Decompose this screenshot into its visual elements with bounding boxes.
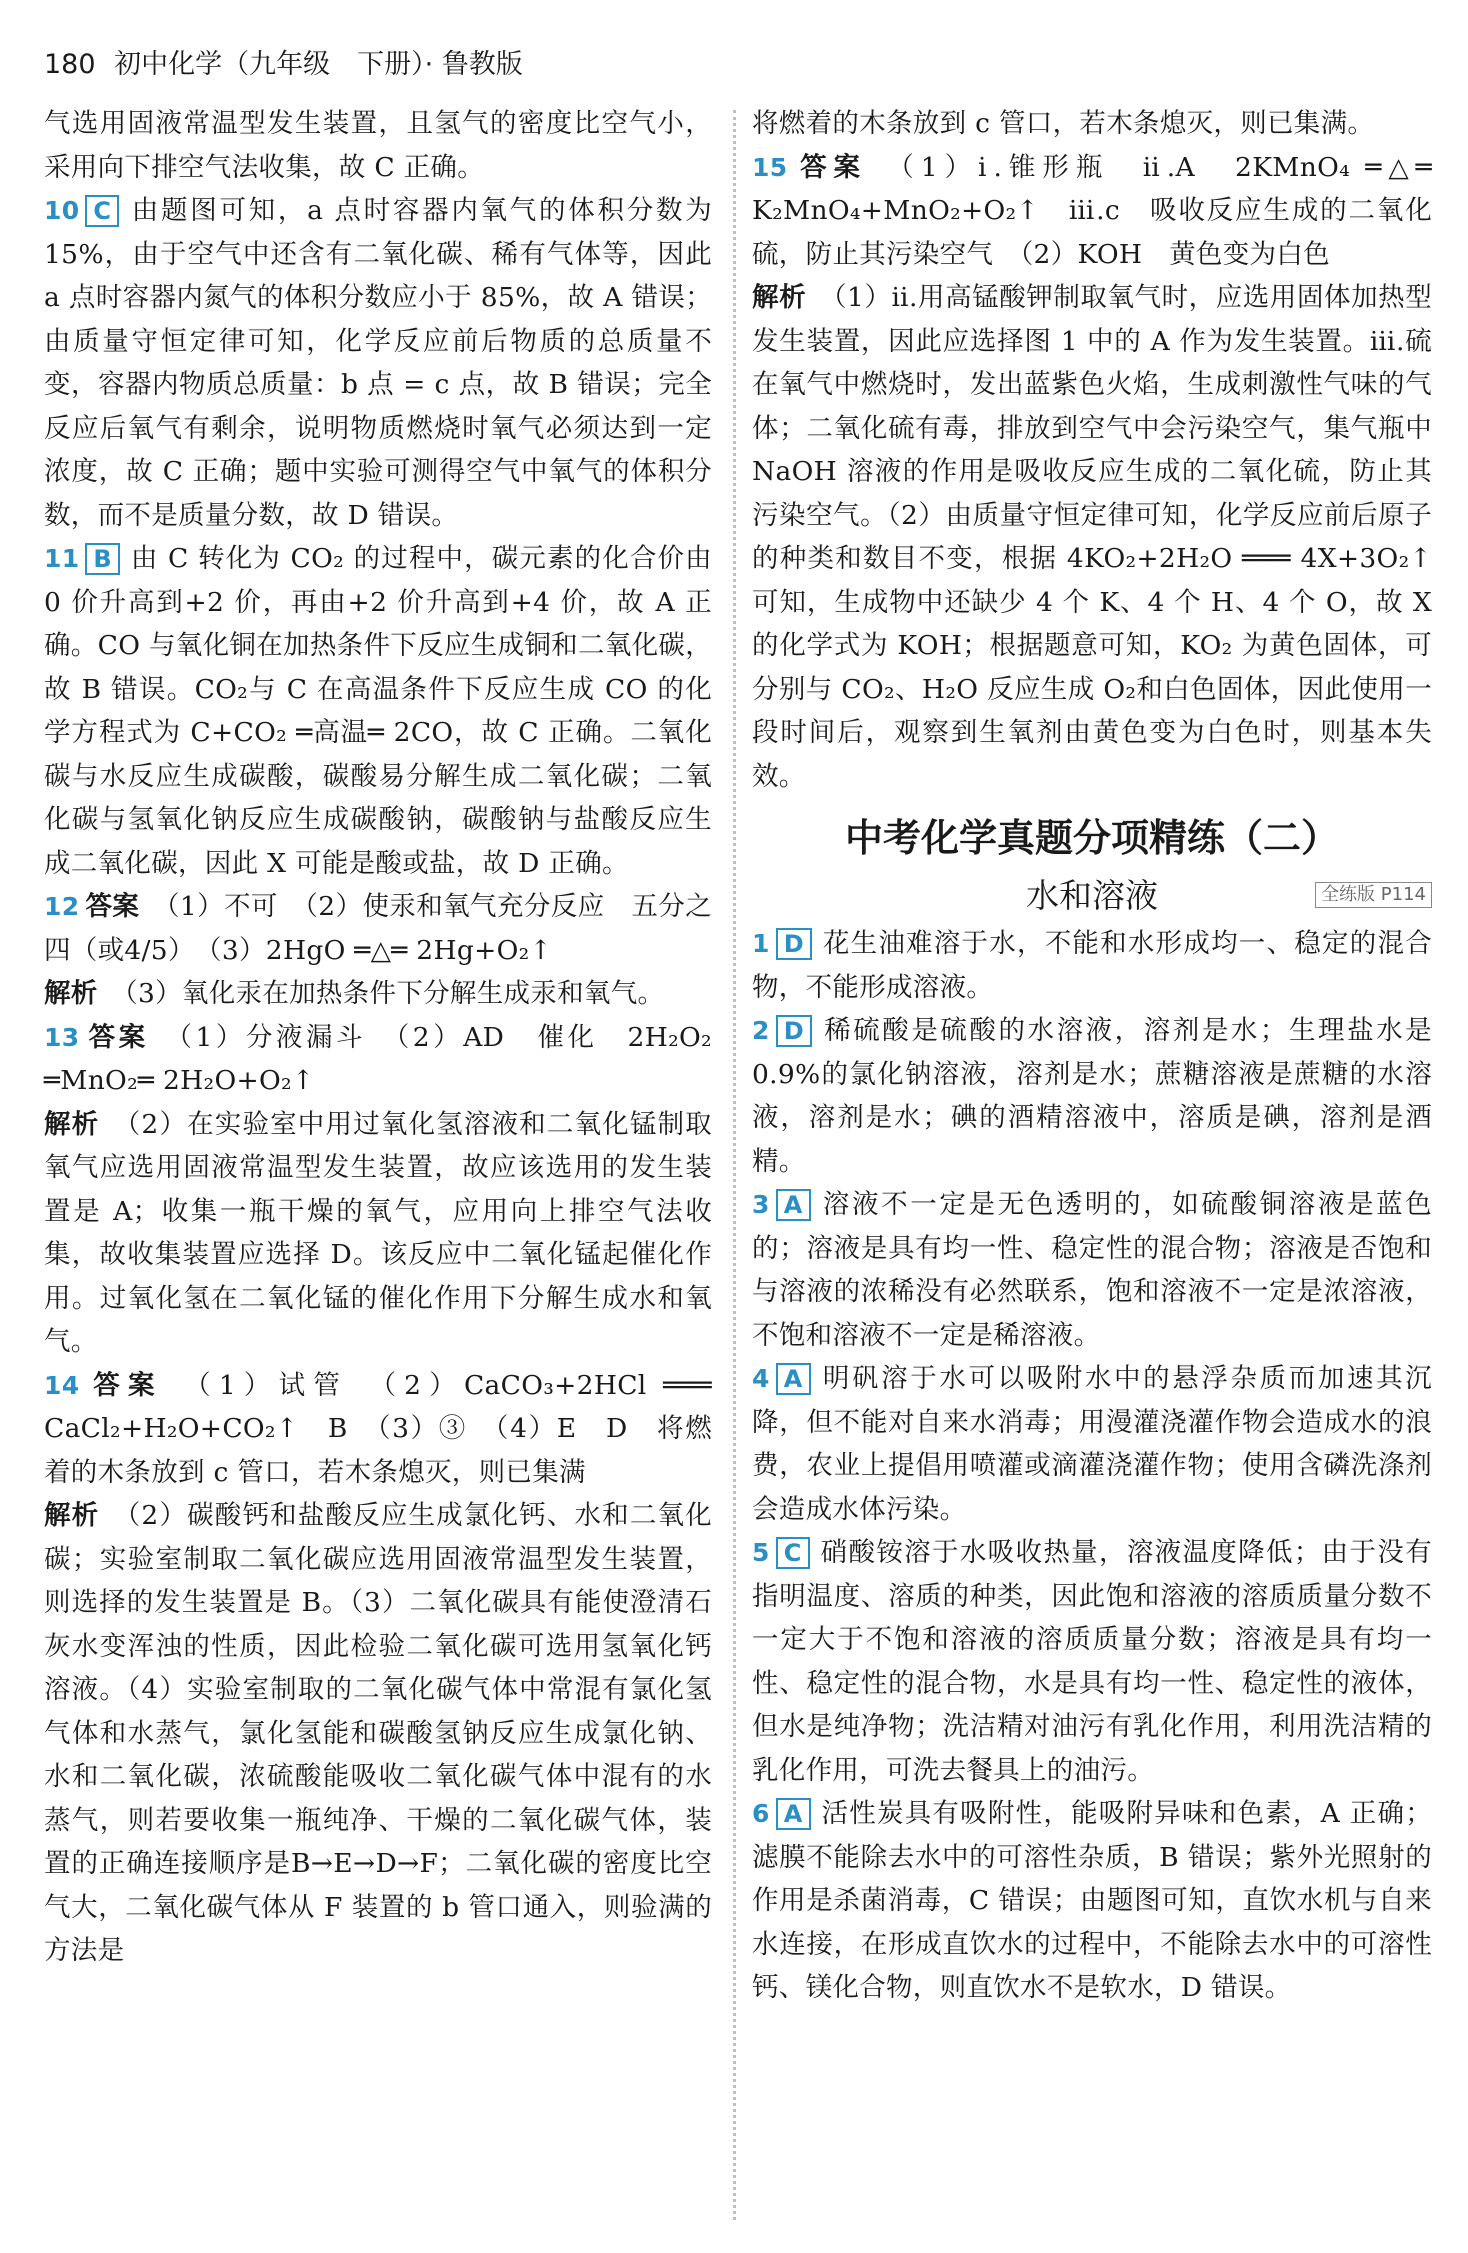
book-title: 初中化学（九年级 下册）· 鲁教版 bbox=[114, 49, 523, 80]
explanation-text: （2）在实验室中用过氧化氢溶液和二氧化锰制取氧气应选用固液常温型发生装置，故应该选用的发生装置是 A；收集一瓶干燥的氧气，应用向上排空气法收集，故收集装置应选择 D。该反应中二氧化锰起催化作用。过氧化氢在二氧化锰的催化作用下分解生成水和氧气。 bbox=[44, 1108, 712, 1357]
explanation: 由题图可知，a 点时容器内氧气的体积分数为 15%，由于空气中还含有二氧化碳、稀有气体等，因此 a 点时容器内氮气的体积分数应小于 85%，故 A 错误；由质量守恒定律可知，化学反应前后物质的总质量不变，容器内物质总质量：b 点 = c 点，故 B 错误；完全反应后氧气有剩余，说明物质燃烧时氧气必须达到一定浓度，故 C 正确；题中实验可测得空气中氧气的体积分数，而不是质量分数，故 D 错误。 bbox=[44, 195, 712, 531]
question-number: 4 bbox=[752, 1364, 770, 1393]
explanation: 花生油难溶于水，不能和水形成均一、稳定的混合物，不能形成溶液。 bbox=[752, 928, 1432, 1003]
question-12-answer bbox=[44, 885, 712, 972]
answer-text: （1）ⅰ.锥形瓶 ⅱ.A 2KMnO₄ ═△═ K₂MnO₄+MnO₂+O₂↑ ⅲ.c 吸收反应生成的二氧化硫，防止其污染空气 （2）KOH 黄色变为白色 bbox=[752, 151, 1432, 270]
answer-badge: D bbox=[776, 928, 812, 960]
list-item bbox=[752, 1357, 1432, 1531]
continued-text: 气选用固液常温型发生装置，且氢气的密度比空气小，采用向下排空气法收集，故 C 正确。 bbox=[44, 108, 712, 183]
left-column bbox=[44, 102, 712, 1973]
answer-badge: D bbox=[776, 1015, 812, 1047]
question-number: 13 bbox=[44, 1022, 80, 1052]
answer-badge: A bbox=[776, 1363, 811, 1395]
explanation-text: （3）氧化汞在加热条件下分解生成汞和氧气。 bbox=[124, 978, 665, 1009]
answer-text: （1）不可 （2）使汞和氧气充分反应 五分之四（或4/5） （3）2HgO ═△═ 2Hg+O₂↑ bbox=[44, 891, 712, 966]
explanation-label: 解析 bbox=[44, 1500, 100, 1531]
explanation-label: 解析 bbox=[44, 1108, 100, 1140]
question-14-explanation bbox=[44, 1494, 712, 1973]
answer-text: （1）分液漏斗 （2）AD 催化 2H₂O₂ ═MnO₂═ 2H₂O+O₂↑ bbox=[44, 1021, 712, 1096]
question-number: 3 bbox=[752, 1190, 770, 1219]
continued-text: 将燃着的木条放到 c 管口，若木条熄灭，则已集满。 bbox=[752, 108, 1375, 139]
question-13-answer bbox=[44, 1016, 712, 1103]
explanation: 稀硫酸是硫酸的水溶液，溶剂是水；生理盐水是 0.9%的氯化钠溶液，溶剂是水；蔗糖溶液是蔗糖的水溶液，溶剂是水；碘的酒精溶液中，溶质是碘，溶剂是酒精。 bbox=[752, 1015, 1432, 1177]
page-number: 180 bbox=[44, 49, 96, 80]
answer-list bbox=[752, 922, 1432, 2010]
question-10 bbox=[44, 189, 712, 537]
answer-label: 答案 bbox=[85, 891, 140, 922]
question-12-explanation bbox=[44, 972, 712, 1016]
explanation-label: 解析 bbox=[44, 978, 98, 1009]
explanation: 明矾溶于水可以吸附水中的悬浮杂质而加速其沉降，但不能对自来水消毒；用漫灌浇灌作物会造成水的浪费，农业上提倡用喷灌或滴灌浇灌作物；使用含磷洗涤剂会造成水体污染。 bbox=[752, 1363, 1432, 1525]
question-number: 12 bbox=[44, 892, 80, 921]
list-item bbox=[752, 1009, 1432, 1183]
subsection-title: 水和溶液 bbox=[1026, 876, 1158, 915]
answer-badge: A bbox=[776, 1798, 811, 1830]
explanation-text: （2）碳酸钙和盐酸反应生成氯化钙、水和二氧化碳；实验室制取二氧化碳应选用固液常温型发生装置，则选择的发生装置是 B。（3）二氧化碳具有能使澄清石灰水变浑浊的性质，因此检验二氧化碳可选用氢氧化钙溶液。（4）实验室制取的二氧化碳气体中常混有氯化氢气体和水蒸气，氯化氢能和碳酸氢钠反应生成氯化钠、水和二氧化碳，浓硫酸能吸收二氧化碳气体中混有的水蒸气，则若要收集一瓶纯净、干燥的二氧化碳气体，装置的正确连接顺序是B→E→D→F；二氧化碳的密度比空气大，二氧化碳气体从 F 装置的 b 管口通入，则验满的方法是 bbox=[44, 1500, 712, 1966]
answer-badge: C bbox=[85, 195, 119, 227]
list-item bbox=[752, 1183, 1432, 1357]
reference-tag: 全练版 P114 bbox=[1315, 882, 1432, 908]
section-title: 中考化学真题分项精练（二） bbox=[844, 816, 1339, 860]
explanation: 溶液不一定是无色透明的，如硫酸铜溶液是蓝色的；溶液是具有均一性、稳定性的混合物；溶液是否饱和与溶液的浓稀没有必然联系，饱和溶液不一定是浓溶液，不饱和溶液不一定是稀溶液。 bbox=[752, 1189, 1432, 1351]
answer-label: 答案 bbox=[85, 1369, 163, 1401]
question-15-explanation bbox=[752, 276, 1432, 798]
right-column bbox=[752, 102, 1432, 2010]
answer-badge: B bbox=[85, 543, 120, 575]
list-item bbox=[752, 1531, 1432, 1792]
question-number: 2 bbox=[752, 1016, 770, 1045]
question-number: 10 bbox=[44, 196, 80, 225]
question-number: 1 bbox=[752, 929, 770, 958]
question-15-answer bbox=[752, 146, 1432, 277]
question-11 bbox=[44, 537, 712, 885]
page-header bbox=[44, 42, 523, 81]
subsection-header bbox=[752, 870, 1432, 922]
question-number: 6 bbox=[752, 1799, 770, 1828]
answer-badge: A bbox=[776, 1189, 811, 1221]
explanation: 活性炭具有吸附性，能吸附异味和色素，A 正确；滤膜不能除去水中的可溶性杂质，B 错误；紫外光照射的作用是杀菌消毒，C 错误；由题图可知，直饮水机与自来水连接，在形成直饮水的过程中，不能除去水中的可溶性钙、镁化合物，则直饮水不是软水，D 错误。 bbox=[752, 1798, 1432, 2003]
question-number: 15 bbox=[752, 152, 788, 182]
answer-label: 答案 bbox=[793, 151, 868, 183]
explanation-text: （1）ⅱ.用高锰酸钾制取氧气时，应选用固体加热型发生装置，因此应选择图 1 中的 A 作为发生装置。ⅲ.硫在氧气中燃烧时，发出蓝紫色火焰，生成刺激性气味的气体；二氧化硫有毒，排放到空气中会污染空气，集气瓶中 NaOH 溶液的作用是吸收反应生成的二氧化硫，防止其污染空气。（2）由质量守恒定律可知，化学反应前后原子的种类和数目不变，根据 4KO₂+2H₂O ═══ 4X+3O₂↑可知，生成物中还缺少 4 个 K、4 个 H、4 个 O，故 X 的化学式为 KOH；根据题意可知，KO₂ 为黄色固体，可分别与 CO₂、H₂O 反应生成 O₂和白色固体，因此使用一段时间后，观察到生氧剂由黄色变为白色时，则基本失效。 bbox=[752, 282, 1432, 792]
list-item bbox=[752, 922, 1432, 1009]
explanation-label: 解析 bbox=[752, 282, 807, 313]
explanation: 硝酸铵溶于水吸收热量，溶液温度降低；由于没有指明温度、溶质的种类，因此饱和溶液的溶质质量分数不一定大于不饱和溶液的溶质质量分数；溶液是具有均一性、稳定性的混合物，水是具有均一性、稳定性的液体，但水是纯净物；洗洁精对油污有乳化作用，利用洗洁精的乳化作用，可洗去餐具上的油污。 bbox=[752, 1537, 1432, 1786]
question-14-answer bbox=[44, 1364, 712, 1495]
question-number: 5 bbox=[752, 1538, 770, 1567]
answer-badge: C bbox=[776, 1537, 810, 1569]
question-13-explanation bbox=[44, 1103, 712, 1364]
column-divider bbox=[733, 110, 736, 2220]
explanation: 由 C 转化为 CO₂ 的过程中，碳元素的化合价由 0 价升高到+2 价，再由+2 价升高到+4 价，故 A 正确。CO 与氧化铜在加热条件下反应生成铜和二氧化碳，故 B 错误。CO₂与 C 在高温条件下反应生成 CO 的化学方程式为 C+CO₂ ═高温═ 2CO，故 C 正确。二氧化碳与水反应生成碳酸，碳酸易分解生成二氧化碳；二氧化碳与氢氧化钠反应生成碳酸钠，碳酸钠与盐酸反应生成二氧化碳，因此 X 可能是酸或盐，故 D 正确。 bbox=[44, 543, 712, 879]
answer-text: （1）试管 （2）CaCO₃+2HCl ═══ CaCl₂+H₂O+CO₂↑ B （3）③ （4）E D 将燃着的木条放到 c 管口，若木条熄灭，则已集满 bbox=[44, 1369, 712, 1488]
question-number: 11 bbox=[44, 544, 80, 573]
question-number: 14 bbox=[44, 1370, 80, 1400]
list-item bbox=[752, 1792, 1432, 2010]
answer-label: 答案 bbox=[85, 1021, 149, 1053]
